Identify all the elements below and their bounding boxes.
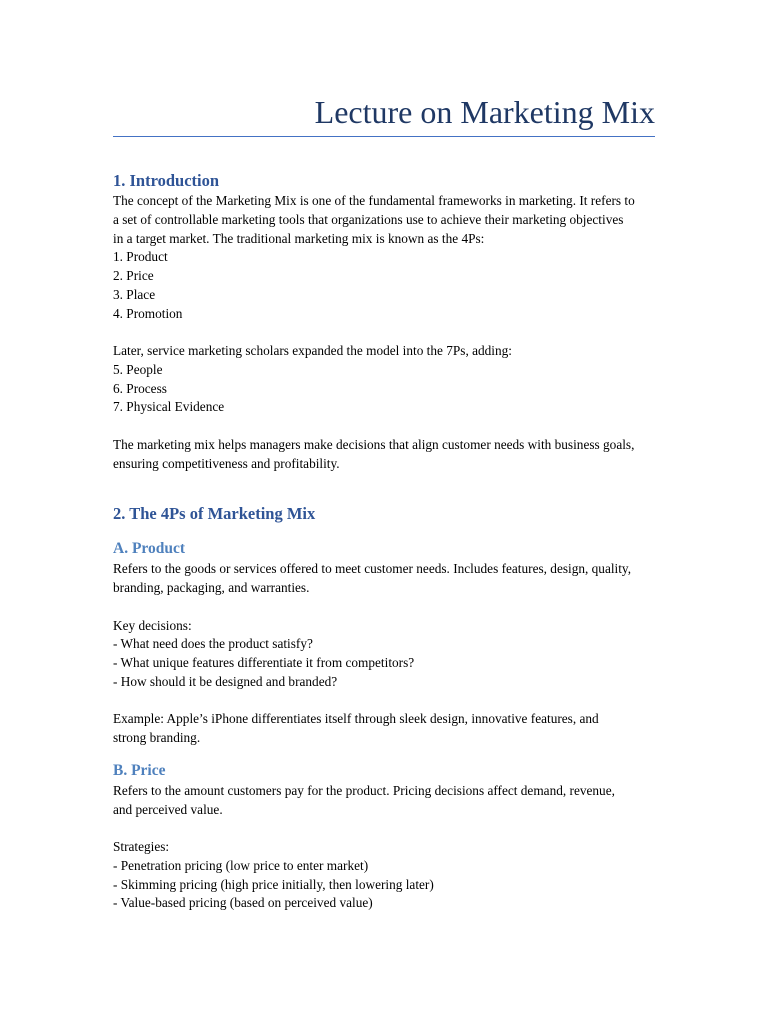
intro-closing-line: ensuring competitiveness and profitability.: [113, 455, 340, 471]
price-description-line: Refers to the amount customers pay for the product. Pricing decisions affect demand, revenue,: [113, 782, 615, 798]
seven-ps-list-item: 6. Process: [113, 380, 167, 396]
product-example-line: strong branding.: [113, 730, 201, 745]
title-underline: [113, 136, 655, 137]
paragraph-spacer: [113, 819, 655, 838]
paragraph-spacer: [113, 417, 655, 436]
introduction-heading: 1. Introduction: [113, 171, 220, 190]
four-ps-section-heading: 2. The 4Ps of Marketing Mix: [113, 504, 316, 524]
price-description-line: and perceived value.: [113, 801, 223, 817]
strategies-label: Strategies:: [113, 839, 170, 854]
intro-closing-line: The marketing mix helps managers make decisions that align customer needs with business goals,: [113, 436, 635, 452]
strategy-item: - Value-based pricing (based on perceived value): [113, 895, 373, 911]
intro-paragraph-line: in a target market. The traditional marketing mix is known as the 4Ps:: [113, 230, 485, 246]
strategy-item: - Skimming pricing (high price initially, then lowering later): [113, 876, 434, 892]
four-ps-list-item: 3. Place: [113, 286, 156, 302]
document-body: [113, 170, 655, 913]
product-description-line: branding, packaging, and warranties.: [113, 580, 310, 595]
seven-ps-intro: Later, service marketing scholars expanded the model into the 7Ps, adding:: [113, 343, 512, 358]
paragraph-spacer: [113, 323, 655, 342]
product-description-line: Refers to the goods or services offered to meet customer needs. Includes features, design, quality,: [113, 561, 632, 577]
price-heading: B. Price: [113, 761, 166, 779]
key-decisions-label: Key decisions:: [113, 617, 192, 633]
paragraph-spacer: [113, 692, 655, 711]
key-decision-item: - What need does the product satisfy?: [113, 636, 313, 652]
four-ps-list-item: 4. Promotion: [113, 305, 183, 321]
intro-paragraph-line: a set of controllable marketing tools that organizations use to achieve their marketing objectives: [113, 211, 624, 227]
product-example-line: Example: Apple’s iPhone differentiates itself through sleek design, innovative features, and: [113, 711, 599, 727]
key-decision-item: - How should it be designed and branded?: [113, 673, 338, 689]
intro-paragraph-line: The concept of the Marketing Mix is one of the fundamental frameworks in marketing. It refers to: [113, 193, 635, 208]
product-heading: A. Product: [113, 540, 186, 558]
seven-ps-list-item: 5. People: [113, 361, 163, 377]
key-decision-item: - What unique features differentiate it from competitors?: [113, 655, 415, 670]
seven-ps-list-item: 7. Physical Evidence: [113, 399, 225, 415]
strategy-item: - Penetration pricing (low price to enter market): [113, 857, 369, 873]
paragraph-spacer: [113, 598, 655, 617]
four-ps-list-item: 2. Price: [113, 268, 154, 283]
document-title: Lecture on Marketing Mix: [314, 94, 655, 130]
four-ps-list-item: 1. Product: [113, 249, 168, 265]
